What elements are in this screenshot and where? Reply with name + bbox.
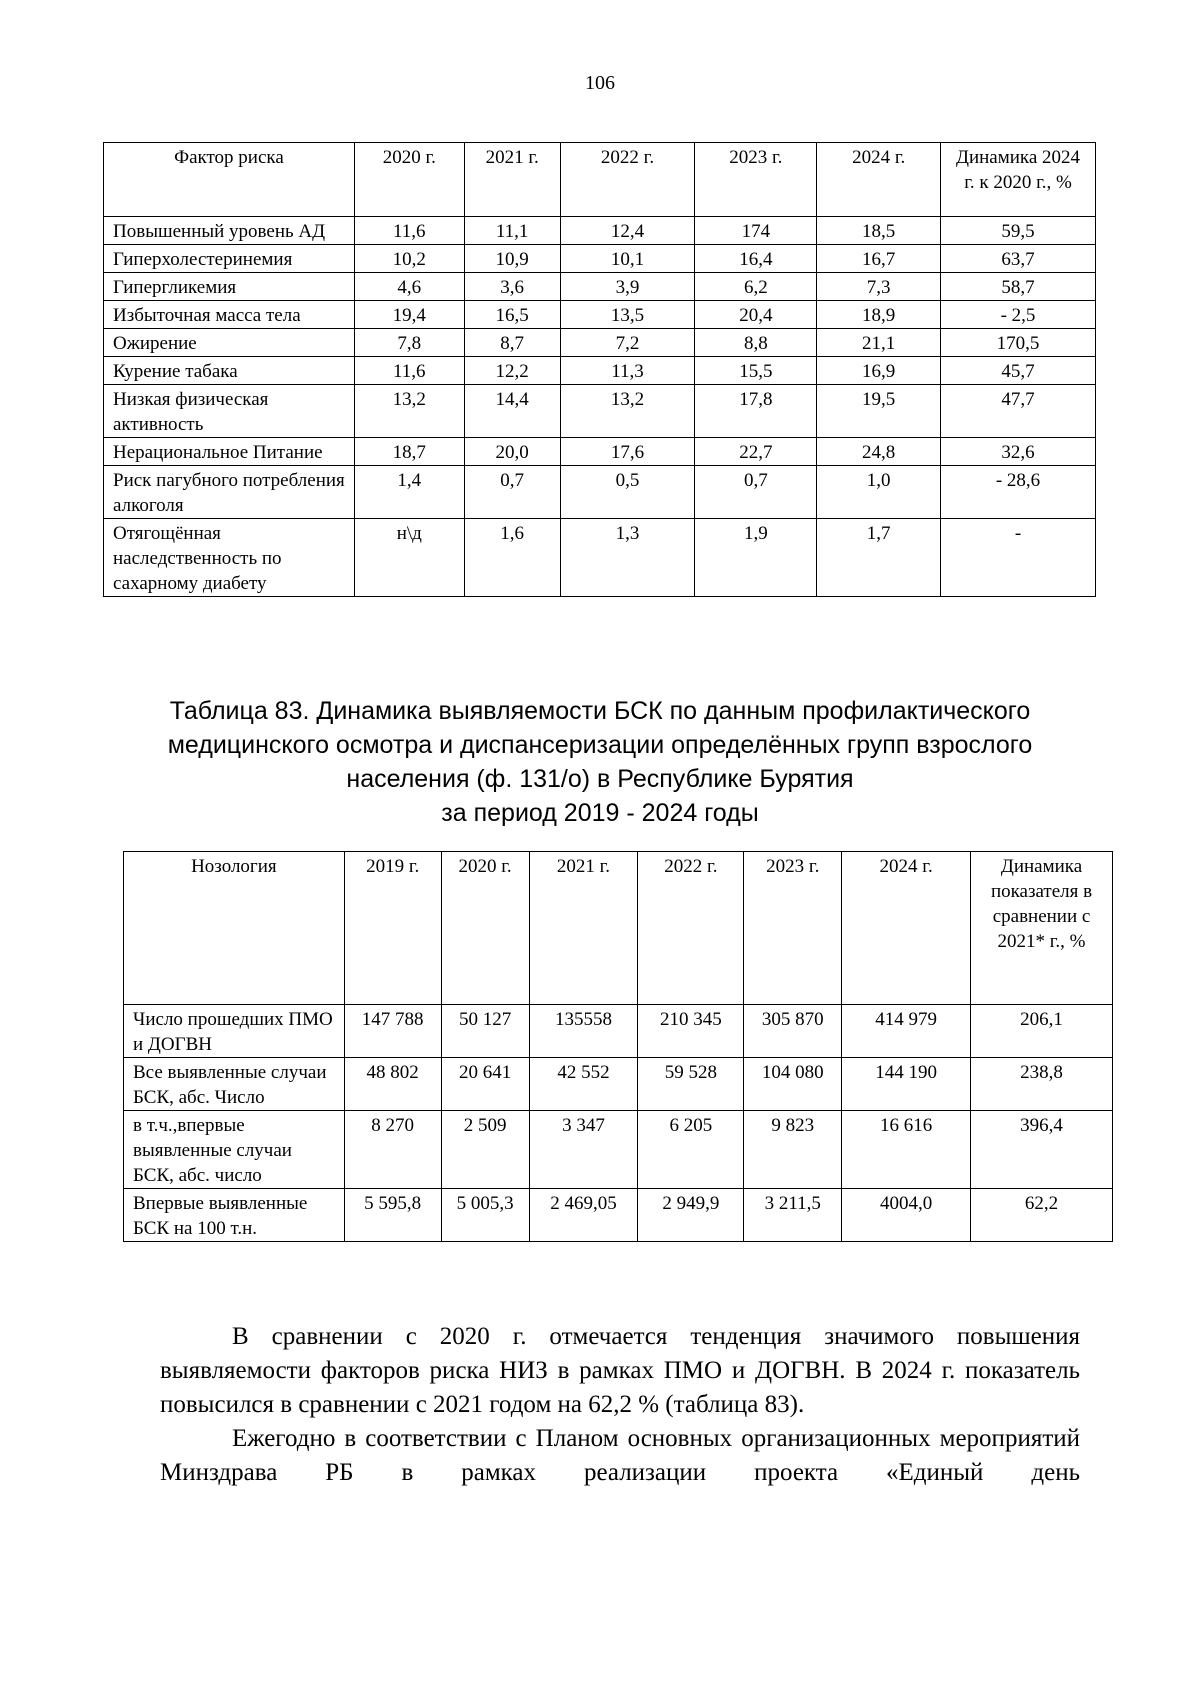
header-cell: Фактор риска: [104, 143, 355, 217]
value-cell: 9 823: [744, 1111, 842, 1189]
value-cell: 18,5: [817, 217, 941, 245]
table-row: [104, 519, 1096, 597]
value-cell: 1,9: [695, 519, 817, 597]
row-label-cell: Все выявленные случаи БСК, абс. Число: [124, 1058, 345, 1111]
table-row: [104, 329, 1096, 357]
value-cell: 17,8: [695, 385, 817, 438]
value-cell: 16 616: [842, 1111, 971, 1189]
paragraph: Ежегодно в соответствии с Планом основных организационных мероприятий Минздрава РБ в рамках реализации проекта «Единый день: [160, 1425, 1080, 1486]
value-cell: 16,5: [464, 301, 560, 329]
header-cell: 2020 г.: [354, 143, 464, 217]
table-row: [104, 438, 1096, 466]
value-cell: 59 528: [638, 1058, 744, 1111]
header-cell: 2024 г.: [817, 143, 941, 217]
value-cell: 22,7: [695, 438, 817, 466]
value-cell: 19,4: [354, 301, 464, 329]
value-cell: 0,7: [464, 466, 560, 519]
value-cell: 4,6: [354, 273, 464, 301]
row-label-cell: Гипергликемия: [104, 273, 355, 301]
value-cell: 8,7: [464, 329, 560, 357]
value-cell: 11,3: [560, 357, 695, 385]
value-cell: 58,7: [941, 273, 1096, 301]
value-cell: 10,9: [464, 245, 560, 273]
value-cell: 6 205: [638, 1111, 744, 1189]
value-cell: 144 190: [842, 1058, 971, 1111]
value-cell: 238,8: [971, 1058, 1113, 1111]
value-cell: 10,1: [560, 245, 695, 273]
value-cell: 47,7: [941, 385, 1096, 438]
value-cell: 396,4: [971, 1111, 1113, 1189]
value-cell: 2 469,05: [529, 1189, 638, 1242]
value-cell: 42 552: [529, 1058, 638, 1111]
header-cell: 2021 г.: [464, 143, 560, 217]
value-cell: 4004,0: [842, 1189, 971, 1242]
row-label-cell: Впервые выявленные БСК на 100 т.н.: [124, 1189, 345, 1242]
value-cell: 8,8: [695, 329, 817, 357]
table-row: [104, 357, 1096, 385]
value-cell: 20,4: [695, 301, 817, 329]
value-cell: 32,6: [941, 438, 1096, 466]
value-cell: 104 080: [744, 1058, 842, 1111]
value-cell: 48 802: [344, 1058, 441, 1111]
value-cell: 62,2: [971, 1189, 1113, 1242]
table-caption: [0, 694, 1200, 830]
header-cell: 2022 г.: [560, 143, 695, 217]
value-cell: 1,6: [464, 519, 560, 597]
value-cell: 0,5: [560, 466, 695, 519]
value-cell: 0,7: [695, 466, 817, 519]
value-cell: 5 005,3: [441, 1189, 529, 1242]
value-cell: 10,2: [354, 245, 464, 273]
header-cell: Динамика 2024 г. к 2020 г., %: [941, 143, 1096, 217]
value-cell: 174: [695, 217, 817, 245]
table-row: [104, 385, 1096, 438]
value-cell: 7,2: [560, 329, 695, 357]
value-cell: 16,7: [817, 245, 941, 273]
value-cell: 16,4: [695, 245, 817, 273]
row-label-cell: Нерациональное Питание: [104, 438, 355, 466]
value-cell: 24,8: [817, 438, 941, 466]
value-cell: 11,1: [464, 217, 560, 245]
value-cell: 3 347: [529, 1111, 638, 1189]
value-cell: 1,4: [354, 466, 464, 519]
value-cell: н\д: [354, 519, 464, 597]
value-cell: -: [941, 519, 1096, 597]
value-cell: 5 595,8: [344, 1189, 441, 1242]
value-cell: 206,1: [971, 1005, 1113, 1058]
value-cell: 1,7: [817, 519, 941, 597]
paragraph: В сравнении с 2020 г. отмечается тенденция значимого повышения выявляемости факторов риска НИЗ в рамках ПМО и ДОГВН. В 2024 г. показатель повысился в сравнении с 2021 годом на 62,2 % (таблица 83).: [160, 1323, 1080, 1418]
row-label-cell: Повышенный уровень АД: [104, 217, 355, 245]
value-cell: 50 127: [441, 1005, 529, 1058]
value-cell: 3,6: [464, 273, 560, 301]
header-cell: 2022 г.: [638, 852, 744, 1005]
risk-factors-table: [103, 142, 1096, 597]
row-label-cell: Отягощённая наследственность по сахарному диабету: [104, 519, 355, 597]
value-cell: 13,2: [354, 385, 464, 438]
value-cell: 18,7: [354, 438, 464, 466]
table-row: [124, 1111, 1113, 1189]
value-cell: 13,2: [560, 385, 695, 438]
value-cell: 7,3: [817, 273, 941, 301]
value-cell: 3,9: [560, 273, 695, 301]
value-cell: 1,3: [560, 519, 695, 597]
caption-line: Таблица 83. Динамика выявляемости БСК по данным профилактического: [169, 697, 1031, 725]
header-cell: Динамика показателя в сравнении с 2021* г., %: [971, 852, 1113, 1005]
value-cell: 135558: [529, 1005, 638, 1058]
value-cell: 170,5: [941, 329, 1096, 357]
value-cell: 14,4: [464, 385, 560, 438]
table-row: [104, 217, 1096, 245]
value-cell: 63,7: [941, 245, 1096, 273]
table-header-row: [124, 852, 1113, 1005]
value-cell: 45,7: [941, 357, 1096, 385]
caption-line: за период 2019 - 2024 годы: [441, 799, 759, 827]
header-cell: 2019 г.: [344, 852, 441, 1005]
table-row: [104, 301, 1096, 329]
value-cell: 15,5: [695, 357, 817, 385]
body-text: [160, 1320, 1080, 1490]
value-cell: 21,1: [817, 329, 941, 357]
caption-line: медицинского осмотра и диспансеризации определённых групп взрослого: [167, 731, 1033, 759]
table-row: [124, 1005, 1113, 1058]
row-label-cell: Риск пагубного потребления алкоголя: [104, 466, 355, 519]
table-header-row: [104, 143, 1096, 217]
value-cell: 13,5: [560, 301, 695, 329]
value-cell: - 28,6: [941, 466, 1096, 519]
table-row: [104, 245, 1096, 273]
value-cell: - 2,5: [941, 301, 1096, 329]
value-cell: 8 270: [344, 1111, 441, 1189]
value-cell: 20 641: [441, 1058, 529, 1111]
table-row: [104, 273, 1096, 301]
value-cell: 20,0: [464, 438, 560, 466]
value-cell: 16,9: [817, 357, 941, 385]
value-cell: 59,5: [941, 217, 1096, 245]
value-cell: 147 788: [344, 1005, 441, 1058]
table-row: [124, 1189, 1113, 1242]
row-label-cell: Ожирение: [104, 329, 355, 357]
header-cell: 2024 г.: [842, 852, 971, 1005]
header-cell: 2023 г.: [744, 852, 842, 1005]
table-row: [104, 466, 1096, 519]
value-cell: 11,6: [354, 217, 464, 245]
row-label-cell: Курение табака: [104, 357, 355, 385]
value-cell: 2 949,9: [638, 1189, 744, 1242]
value-cell: 210 345: [638, 1005, 744, 1058]
value-cell: 19,5: [817, 385, 941, 438]
header-cell: 2023 г.: [695, 143, 817, 217]
value-cell: 1,0: [817, 466, 941, 519]
header-cell: 2021 г.: [529, 852, 638, 1005]
value-cell: 414 979: [842, 1005, 971, 1058]
table-row: [124, 1058, 1113, 1111]
value-cell: 11,6: [354, 357, 464, 385]
value-cell: 7,8: [354, 329, 464, 357]
page-number: 106: [585, 72, 615, 94]
caption-line: населения (ф. 131/о) в Республике Бурятия: [346, 765, 854, 793]
header-cell: 2020 г.: [441, 852, 529, 1005]
value-cell: 2 509: [441, 1111, 529, 1189]
row-label-cell: в т.ч.,впервые выявленные случаи БСК, абс. число: [124, 1111, 345, 1189]
row-label-cell: Гиперхолестеринемия: [104, 245, 355, 273]
row-label-cell: Число прошедших ПМО и ДОГВН: [124, 1005, 345, 1058]
value-cell: 12,2: [464, 357, 560, 385]
value-cell: 3 211,5: [744, 1189, 842, 1242]
value-cell: 6,2: [695, 273, 817, 301]
value-cell: 305 870: [744, 1005, 842, 1058]
row-label-cell: Избыточная масса тела: [104, 301, 355, 329]
bsk-detection-table: [123, 851, 1113, 1242]
header-cell: Нозология: [124, 852, 345, 1005]
value-cell: 18,9: [817, 301, 941, 329]
value-cell: 12,4: [560, 217, 695, 245]
row-label-cell: Низкая физическая активность: [104, 385, 355, 438]
value-cell: 17,6: [560, 438, 695, 466]
